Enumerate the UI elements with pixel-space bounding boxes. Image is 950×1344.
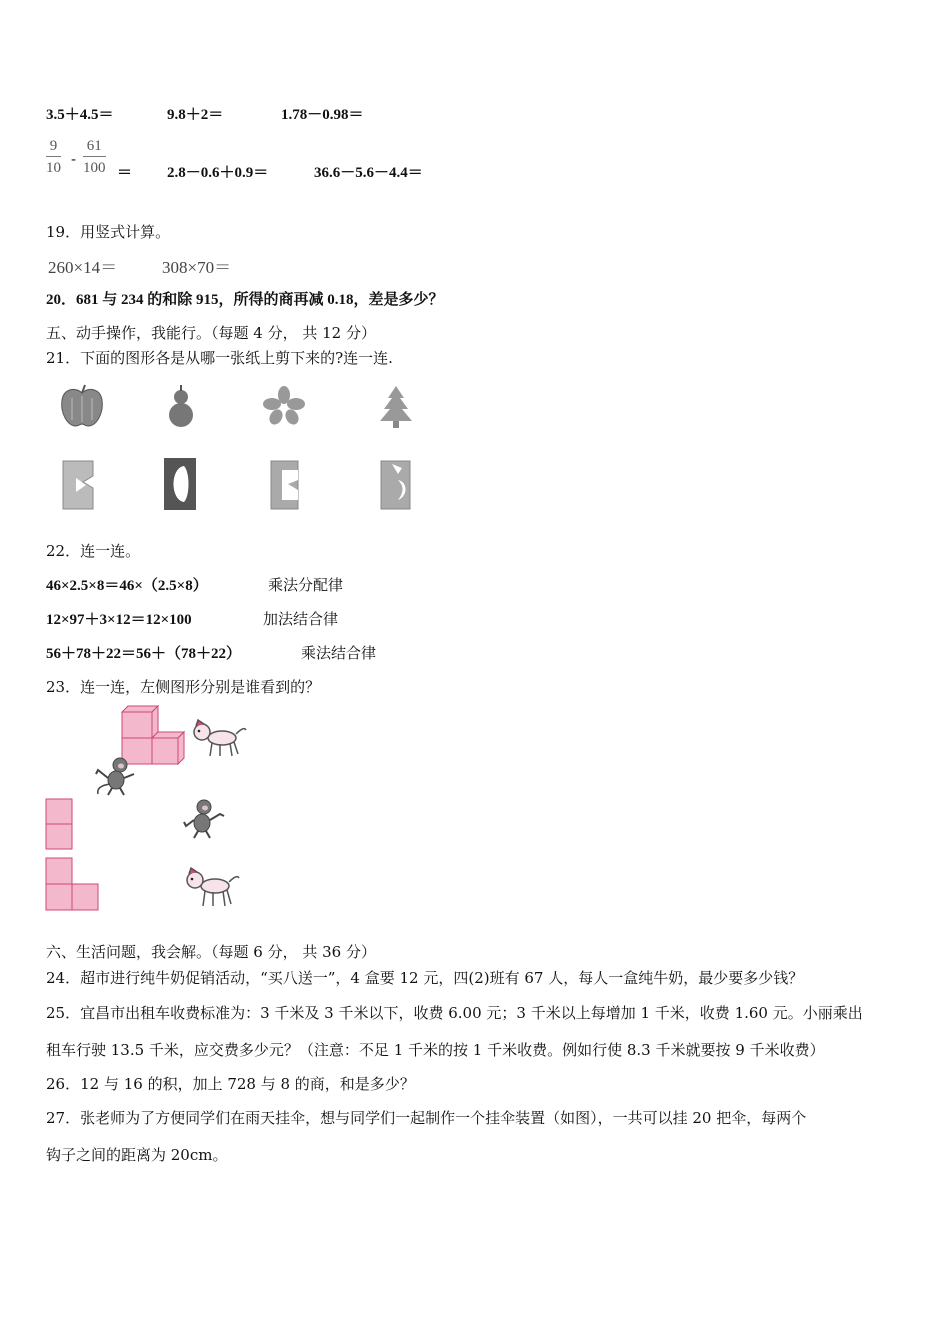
- q22-right-2: 加法结合律: [263, 610, 339, 628]
- q26-text: 26．12 与 16 的积，加上 728 与 8 的商，和是多少？: [46, 1075, 415, 1093]
- q22-right-1: 乘法分配律: [268, 576, 344, 594]
- q22-right-3: 乘法结合律: [301, 644, 377, 662]
- expr-5: 36.6－5.6－4.4＝: [314, 165, 423, 181]
- gourd-shape-icon: [163, 384, 199, 430]
- q23-title: 23．连一连，左侧图形分别是谁看到的？: [46, 678, 321, 696]
- tree-shape-icon: [376, 384, 416, 430]
- q22-title: 22．连一连。: [46, 542, 141, 560]
- paper-a-icon: [60, 458, 98, 512]
- paper-b-icon: [160, 456, 200, 512]
- q19-expr-1: 260×14＝: [48, 258, 118, 277]
- q19-title: 19．用竖式计算。: [46, 223, 171, 241]
- q25-line1: 25．宜昌市出租车收费标准为：3 千米及 3 千米以下，收费 6.00 元；3 千米以上每增加 1 千米，收费 1.60 元。小丽乘出: [46, 1004, 863, 1022]
- fraction-9-10: [46, 136, 61, 179]
- expr-2: 9.8＋2＝: [167, 107, 224, 123]
- view-l-shape: [45, 857, 101, 913]
- dog-icon: [181, 864, 241, 910]
- expr-1: 3.5＋4.5＝: [46, 107, 114, 123]
- flower-shape-icon: [262, 386, 306, 426]
- q27-line1: 27．张老师为了方便同学们在雨天挂伞，想与同学们一起制作一个挂伞装置（如图），一共可以挂 20 把伞，每两个: [46, 1109, 807, 1127]
- fraction-equals: ＝: [117, 165, 133, 181]
- section5-title: 五、动手操作，我能行。（每题 4 分， 共 12 分）: [46, 324, 376, 342]
- fraction-61-100: [83, 136, 106, 179]
- monkey-icon: [180, 798, 226, 840]
- paper-c-icon: [268, 458, 302, 512]
- q22-left-2: 12×97＋3×12＝12×100: [46, 612, 192, 628]
- q19-expr-2: 308×70＝: [162, 258, 232, 277]
- apple-shape-icon: [58, 384, 106, 430]
- q24-text: 24．超市进行纯牛奶促销活动，“买八送一”，4 盒要 12 元，四(2)班有 67 人，每人一盒纯牛奶，最少要多少钱？: [46, 969, 804, 987]
- monkey-icon: [92, 756, 138, 796]
- q25-line2: 租车行驶 13.5 千米，应交费多少元？（注意：不足 1 千米的按 1 千米收费。例如行使 8.3 千米就要按 9 千米收费）: [46, 1041, 825, 1059]
- view-two-squares: [45, 798, 75, 852]
- fraction-numerator: 61: [83, 136, 106, 157]
- fraction-numerator: 9: [46, 136, 61, 157]
- q27-line2: 钩子之间的距离为 20cm。: [46, 1146, 228, 1164]
- q22-left-3: 56＋78＋22＝56＋（78＋22）: [46, 646, 242, 662]
- paper-d-icon: [378, 458, 414, 512]
- fraction-denominator: 100: [83, 160, 106, 176]
- dog-icon: [190, 716, 248, 760]
- section6-title: 六、生活问题，我会解。（每题 6 分， 共 36 分）: [46, 943, 376, 961]
- expr-3: 1.78－0.98＝: [281, 107, 364, 123]
- q20-text: 20．681 与 234 的和除 915，所得的商再减 0.18，差是多少？: [46, 292, 444, 308]
- minus-sign: -: [71, 150, 77, 168]
- q21-title: 21．下面的图形各是从哪一张纸上剪下来的?连一连.: [46, 349, 393, 367]
- expr-4: 2.8－0.6＋0.9＝: [167, 165, 269, 181]
- fraction-denominator: 10: [46, 160, 61, 176]
- q22-left-1: 46×2.5×8＝46×（2.5×8）: [46, 578, 208, 594]
